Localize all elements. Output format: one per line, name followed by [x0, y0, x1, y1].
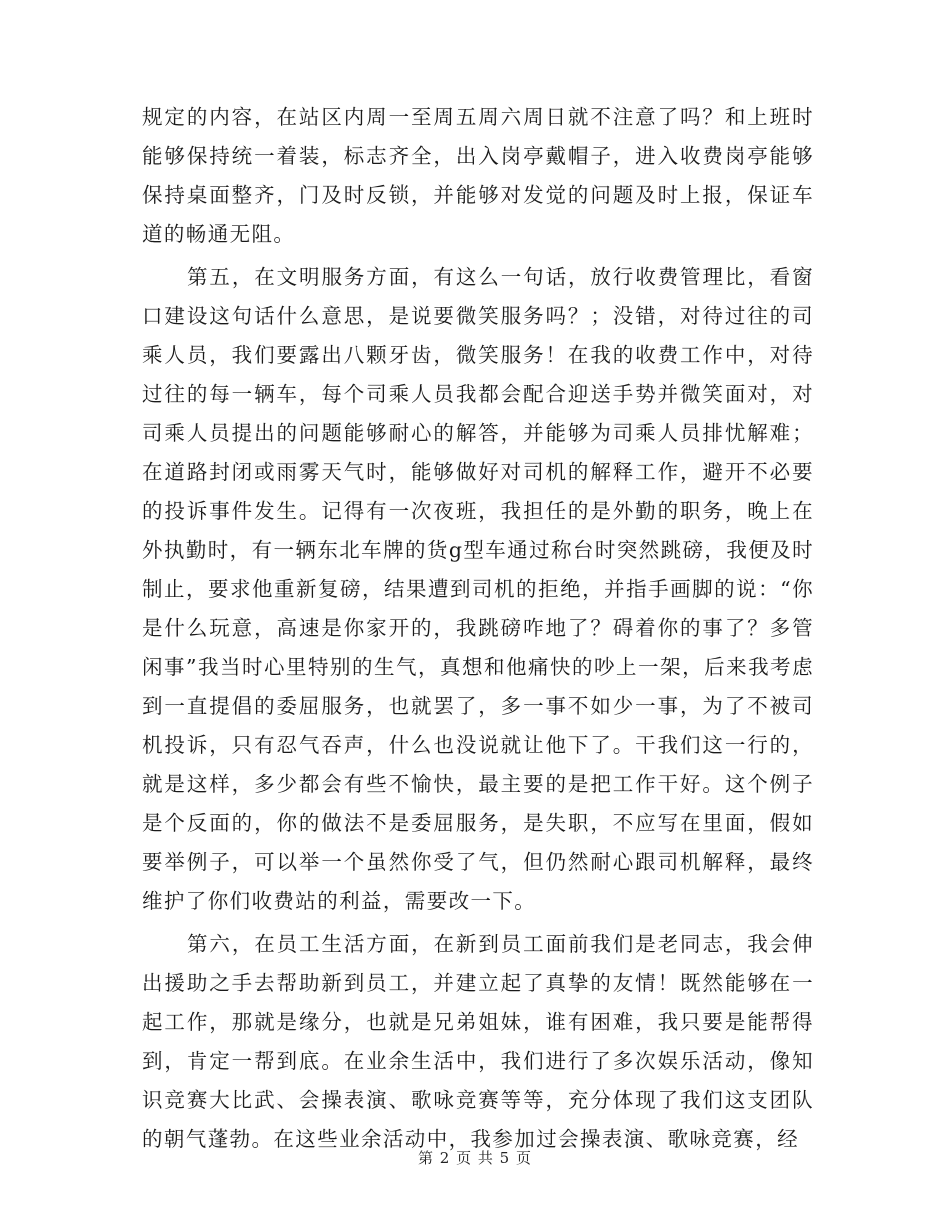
paragraph-staff-life: 第六，在员工生活方面，在新到员工面前我们是老同志，我会伸出援助之手去帮助新到员工，并建立起了真挚的友情！既然能够在一起工作，那就是缘分，也就是兄弟姐妹，谁有困难，我只要是能帮得到，肯定一帮到底。在业余生活中，我们进行了多次娱乐活动，像知识竞赛大比武、会操表演、歌咏竞赛等等，充分体现了我们这支团队的朝气蓬勃。在这些业余活动中，我参加过会操表演、歌咏竞赛，经: [142, 932, 814, 1151]
paragraph-civil-service: 第五，在文明服务方面，有这么一句话，放行收费管理比，看窗口建设这句话什么意思，是说要微笑服务吗？；没错，对待过往的司乘人员，我们要露出八颗牙齿，微笑服务！在我的收费工作中，对待过往的每一辆车，每个司乘人员我都会配合迎送手势并微笑面对，对司乘人员提出的问题能够耐心的解答，并能够为司乘人员排忧解难；在道路封闭或雨雾天气时，能够做好对司机的解释工作，避开不必要的投诉事件发生。记得有一次夜班，我担任的是外勤的职务，晚上在外执勤时，有一辆东北车牌的货g型车通过称台时突然跳磅，我便及时制止，要求他重新复磅，结果遭到司机的拒绝，并指手画脚的说：“你是什么玩意，高速是你家开的，我跳磅咋地了？碍着你的事了？多管闲事”我当时心里特别的生气，真想和他痛快的吵上一架，后来我考虑到一直提倡的委屈服务，也就罢了，多一事不如少一事，为了不被司机投诉，只有忍气吞声，什么也没说就让他下了。干我们这一行的，就是这样，多少都会有些不愉快，最主要的是把工作干好。这个例子是个反面的，你的做法不是委屈服务，是失职，不应写在里面，假如要举例子，可以举一个虽然你受了气，但仍然耐心跟司机解释，最终维护了你们收费站的利益，需要改一下。: [142, 265, 814, 913]
document-body: [142, 98, 814, 1159]
page-number-footer: 第 2 页 共 5 页: [418, 1149, 532, 1167]
paragraph-regulations: 规定的内容，在站区内周一至周五周六周日就不注意了吗？和上班时能够保持统一着装，标志齐全，出入岗亭戴帽子，进入收费岗亭能够保持桌面整齐，门及时反锁，并能够对发觉的问题及时上报，保证车道的畅通无阻。: [142, 105, 814, 246]
